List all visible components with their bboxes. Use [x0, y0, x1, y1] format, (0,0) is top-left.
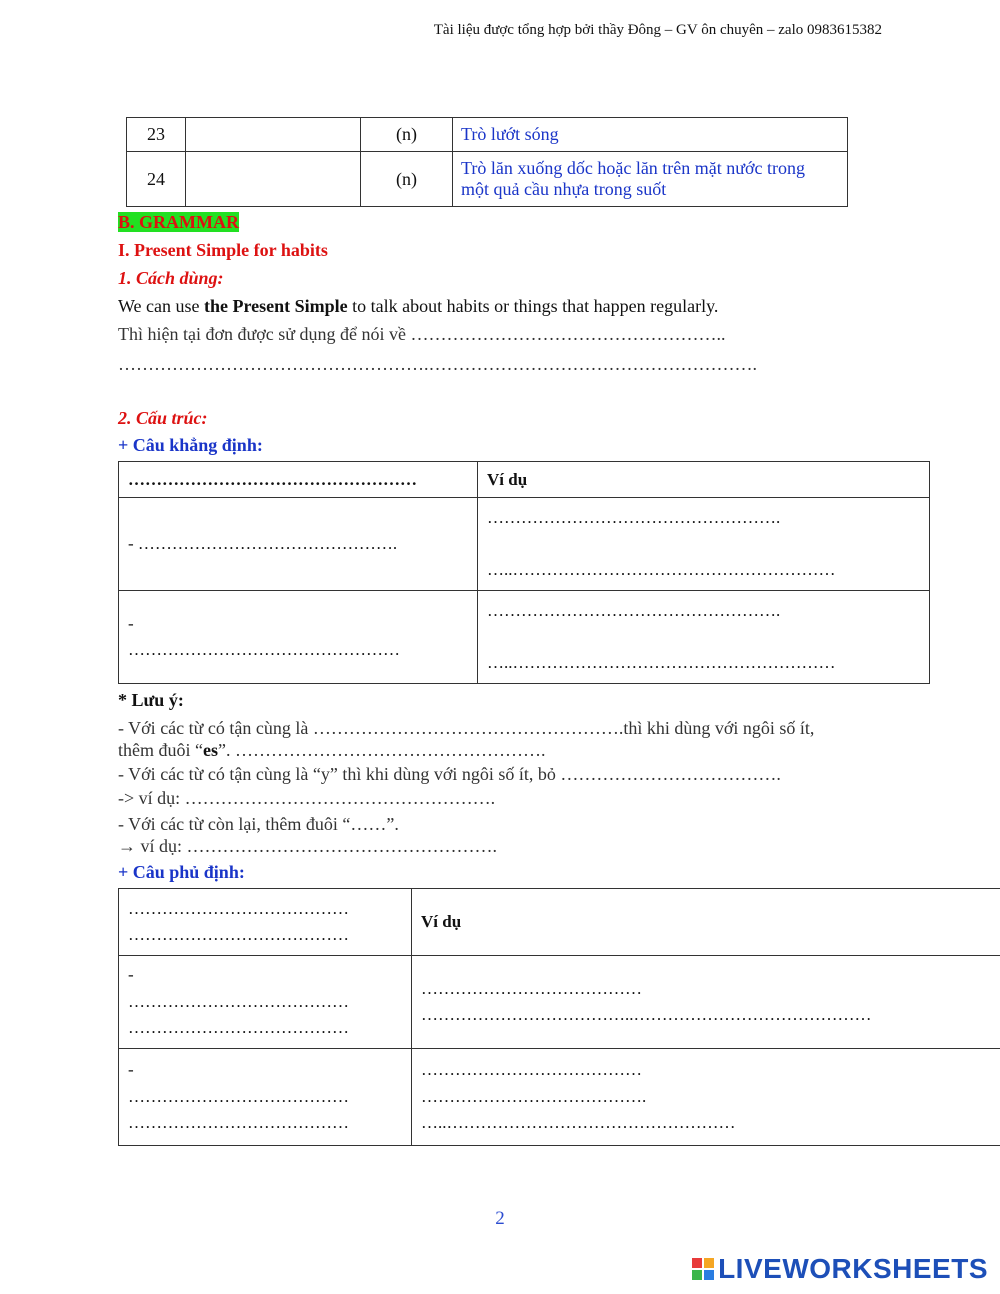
usage-vietnamese: Thì hiện tại đơn được sử dụng để nói về …………………………………………….. [118, 324, 726, 344]
logo-blocks-icon [692, 1258, 714, 1280]
cell-line: ………………………………………… [128, 640, 400, 659]
text-span: ví dụ: ……………………………………………. [136, 836, 498, 856]
page-header: Tài liệu được tổng hợp bởi thầy Đông – GV ôn chuyên – zalo 0983615382 [433, 22, 882, 38]
example-cell[interactable] [478, 591, 930, 684]
vocabulary-table [126, 117, 848, 207]
affirmative-table [118, 461, 930, 684]
bold-span: the Present Simple [204, 296, 348, 316]
structure-heading: 2. Cấu trúc: [118, 408, 208, 428]
logo-block [692, 1258, 702, 1268]
text-span: We can use [118, 296, 205, 316]
part-of-speech: (n) [361, 118, 453, 152]
arrow-icon: → [118, 836, 136, 856]
word-meaning [453, 152, 848, 207]
table-row [119, 498, 930, 591]
present-simple-heading: I. Present Simple for habits [118, 240, 328, 260]
grammar-label: B. GRAMMAR [118, 212, 239, 232]
formula-cell[interactable] [119, 498, 478, 591]
cell-line: ………………………………… [128, 898, 349, 918]
cell-line: ………………………………… [421, 1060, 642, 1080]
usage-english [118, 296, 718, 317]
example-label: Ví dụ [487, 469, 528, 489]
formula-cell[interactable] [119, 1049, 412, 1146]
word-meaning: Trò lướt sóng [453, 118, 848, 152]
meaning-line: một quả cầu nhựa trong suốt [461, 179, 667, 199]
usage-heading: 1. Cách dùng: [118, 268, 224, 288]
cell-line: - [128, 613, 134, 633]
formula-blank[interactable] [119, 889, 412, 956]
word-blank[interactable] [186, 118, 361, 152]
cell-line: ………………………………… [128, 1086, 349, 1106]
table-header-row [119, 462, 930, 498]
note-line-5: - Với các từ còn lại, thêm đuôi “……”. [118, 814, 399, 834]
cell-line: ……………………………………………. [487, 600, 781, 620]
bold-span: es [202, 740, 218, 760]
cell-line: ………………………………… [128, 1018, 349, 1038]
formula-cell[interactable] [119, 591, 478, 684]
liveworksheets-logo [692, 1253, 988, 1285]
table-row [127, 152, 848, 207]
cell-line: ………………………………… [128, 1113, 349, 1133]
note-line-2 [118, 740, 545, 761]
logo-block [692, 1270, 702, 1280]
formula-cell[interactable] [119, 956, 412, 1049]
cell-line: …..………………………………………………… [487, 653, 836, 672]
cell-line: - [128, 1060, 134, 1080]
row-number: 24 [127, 152, 186, 207]
logo-block [704, 1270, 714, 1280]
word-blank[interactable] [186, 152, 361, 207]
note-line-3: - Với các từ có tận cùng là “y” thì khi dùng với ngôi số ít, bỏ ………………………………. [118, 764, 781, 784]
example-header [412, 889, 1000, 956]
meaning-line: Trò lăn xuống dốc hoặc lăn trên mặt nước trong [461, 158, 806, 178]
text-span: ”. ……………………………………………. [217, 740, 546, 760]
table-row [119, 591, 930, 684]
formula-blank[interactable] [119, 462, 478, 498]
cell-line: - ………………………………………. [128, 533, 398, 553]
cell-line: - [128, 965, 134, 985]
cell-line: ……………………………………………. [487, 507, 781, 527]
table-row [119, 1049, 1000, 1146]
example-cell[interactable] [478, 498, 930, 591]
row-number: 23 [127, 118, 186, 152]
formula-dots: …………………………………………… [128, 469, 417, 489]
cell-line: ………………………………… [128, 991, 349, 1011]
cell-line: …..………………………………………………… [487, 560, 836, 579]
note-heading: * Lưu ý: [118, 690, 184, 710]
example-cell[interactable] [412, 956, 1000, 1049]
negative-table [118, 888, 1000, 1146]
example-header [478, 462, 930, 498]
text-span: thêm đuôi “ [118, 740, 203, 760]
table-header-row [119, 889, 1000, 956]
cell-line: …………………………………. [421, 1086, 647, 1106]
logo-text: LIVEWORKSHEETS [718, 1253, 988, 1284]
cell-line: ………………………………… [128, 925, 349, 944]
page-number: 2 [495, 1208, 505, 1229]
note-line-1: - Với các từ có tận cùng là …………………………………………….thì khi dùng với ngôi số ít, [118, 718, 815, 738]
cell-line: ………………………………..…………………………………… [421, 1005, 872, 1024]
example-cell[interactable] [412, 1049, 1000, 1146]
note-line-6 [118, 836, 497, 857]
logo-block [704, 1258, 714, 1268]
usage-dots-line[interactable]: …………………………………………….………………………………………………. [118, 354, 757, 374]
affirmative-heading: + Câu khẳng định: [118, 435, 263, 455]
table-row [119, 956, 1000, 1049]
table-row [127, 118, 848, 152]
grammar-heading [118, 212, 239, 233]
cell-line: …..…………………………………………… [421, 1113, 736, 1133]
text-span: to talk about habits or things that happen regularly. [347, 296, 719, 316]
negative-heading: + Câu phủ định: [118, 862, 245, 882]
note-line-4: -> ví dụ: ……………………………………………. [118, 788, 496, 808]
part-of-speech: (n) [361, 152, 453, 207]
cell-line: ………………………………… [421, 978, 642, 998]
example-label: Ví dụ [421, 912, 462, 931]
